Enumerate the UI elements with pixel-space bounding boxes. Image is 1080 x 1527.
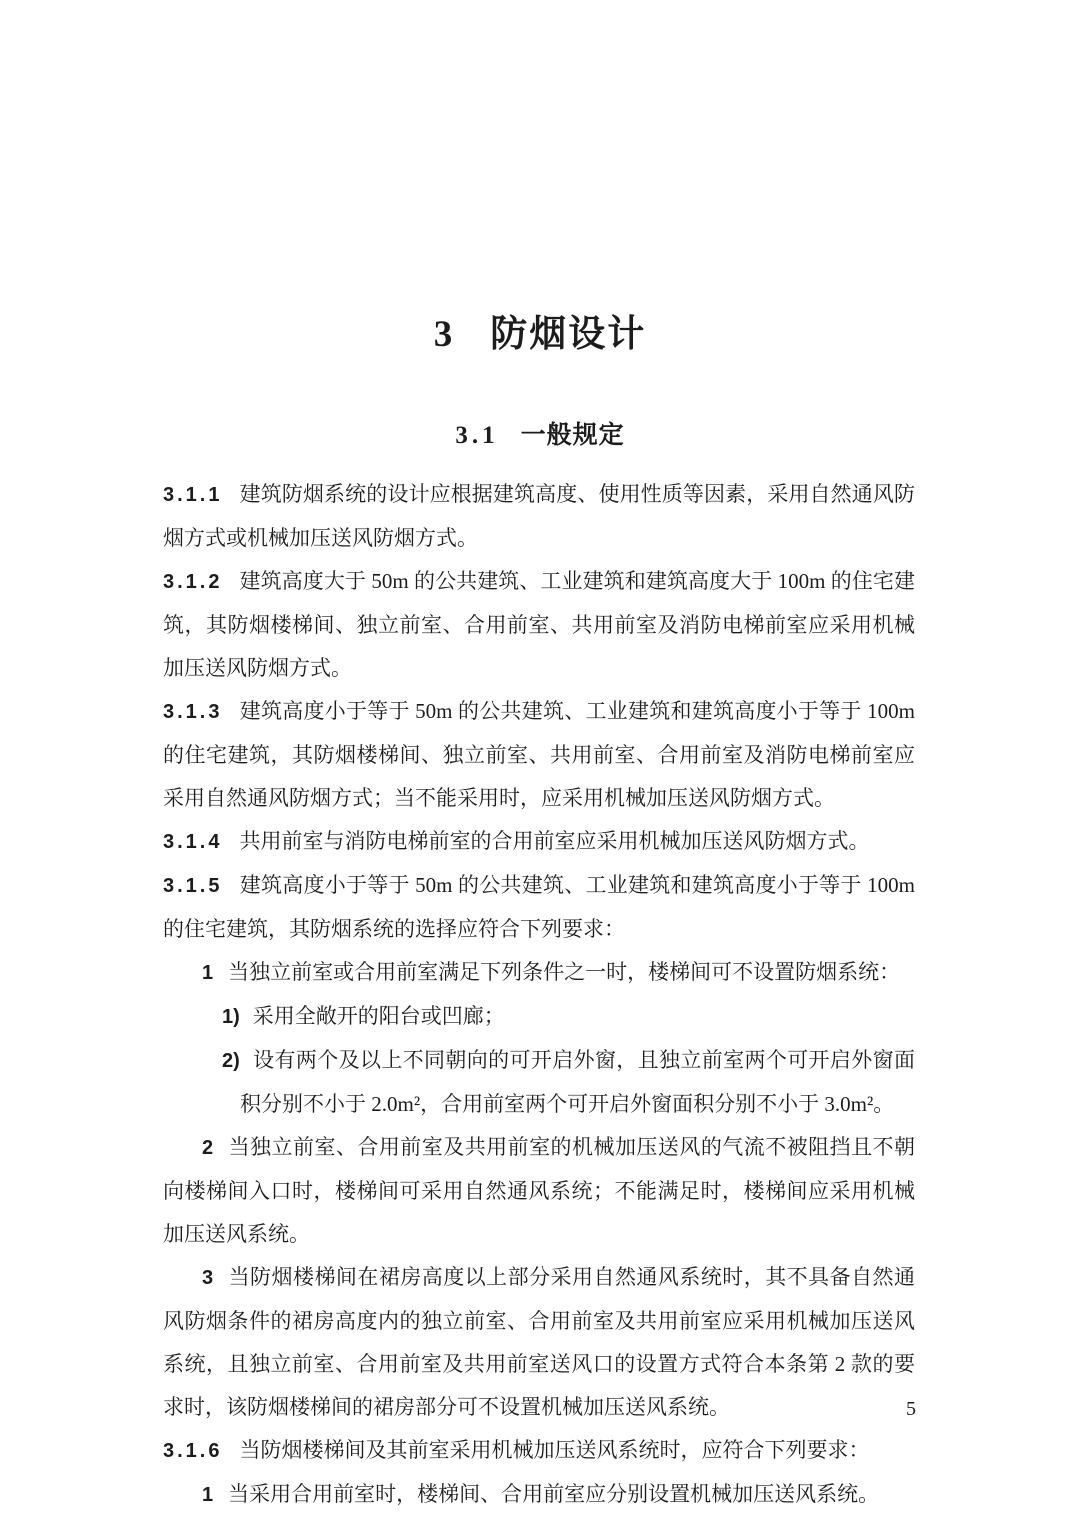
section-title: 一般规定 (520, 422, 625, 449)
section-heading (0, 421, 1080, 451)
clause-3-1-1 (163, 473, 915, 560)
clause-3-1-2 (163, 560, 915, 690)
item-number: 1 (202, 1484, 214, 1506)
clause-list (163, 473, 915, 1517)
chapter-title: 防烟设计 (490, 314, 647, 355)
clause-text: 建筑防烟系统的设计应根据建筑高度、使用性质等因素，采用自然通风防烟方式或机械加压送风防烟方式。 (163, 482, 915, 550)
clause-3-1-4 (163, 820, 915, 864)
clause-number: 3.1.5 (163, 875, 223, 897)
clause-3-1-5-item-2 (163, 1126, 915, 1256)
chapter-heading (0, 0, 1080, 359)
clause-text: 建筑高度大于 50m 的公共建筑、工业建筑和建筑高度大于 100m 的住宅建筑，其防烟楼梯间、独立前室、合用前室、共用前室及消防电梯前室应采用机械加压送风防烟方式。 (163, 569, 915, 680)
item-number: 1 (202, 962, 214, 984)
item-text: 当独立前室、合用前室及共用前室的机械加压送风的气流不被阻挡且不朝向楼梯间入口时，楼梯间可采用自然通风系统；不能满足时，楼梯间应采用机械加压送风系统。 (163, 1135, 915, 1246)
clause-text: 当防烟楼梯间及其前室采用机械加压送风系统时，应符合下列要求： (239, 1438, 870, 1462)
clause-3-1-5-item-1-sub-1 (163, 995, 915, 1039)
item-number: 2 (202, 1137, 214, 1159)
clause-number: 3.1.2 (163, 571, 223, 593)
subitem-text: 采用全敞开的阳台或凹廊； (252, 1004, 505, 1028)
page-number: 5 (906, 1398, 916, 1420)
clause-number: 3.1.3 (163, 701, 223, 723)
clause-3-1-6-item-1 (163, 1473, 915, 1517)
clause-number: 3.1.4 (163, 831, 223, 853)
clause-number: 3.1.6 (163, 1440, 223, 1462)
item-text: 当采用合用前室时，楼梯间、合用前室应分别设置机械加压送风系统。 (228, 1482, 880, 1506)
clause-3-1-3 (163, 690, 915, 820)
clause-text: 共用前室与消防电梯前室的合用前室应采用机械加压送风防烟方式。 (239, 829, 870, 853)
clause-text: 建筑高度小于等于 50m 的公共建筑、工业建筑和建筑高度小于等于 100m 的住宅建筑，其防烟楼梯间、独立前室、共用前室、合用前室及消防电梯前室应采用自然通风防烟方式；当不能采用时，应采用机械加压送风防烟方式。 (163, 699, 915, 810)
chapter-number: 3 (433, 314, 455, 355)
clause-3-1-5-item-1-sub-2 (163, 1039, 915, 1126)
clause-text: 建筑高度小于等于 50m 的公共建筑、工业建筑和建筑高度小于等于 100m 的住宅建筑，其防烟系统的选择应符合下列要求： (163, 873, 915, 941)
clause-3-1-5-item-3 (163, 1256, 915, 1429)
subitem-number: 2) (222, 1050, 240, 1072)
item-number: 3 (202, 1267, 214, 1289)
section-number: 3.1 (455, 422, 499, 449)
clause-3-1-5-item-1 (163, 951, 915, 995)
subitem-number: 1) (222, 1006, 240, 1028)
item-text: 当独立前室或合用前室满足下列条件之一时，楼梯间可不设置防烟系统： (228, 960, 901, 984)
clause-3-1-5 (163, 864, 915, 951)
subitem-text: 设有两个及以上不同朝向的可开启外窗，且独立前室两个可开启外窗面积分别不小于 2.0m²，合用前室两个可开启外窗面积分别不小于 3.0m²。 (240, 1048, 915, 1116)
item-text: 当防烟楼梯间在裙房高度以上部分采用自然通风系统时，其不具备自然通风防烟条件的裙房高度内的独立前室、合用前室及共用前室应采用机械加压送风系统，且独立前室、合用前室及共用前室送风口的设置方式符合本条第 2 款的要求时，该防烟楼梯间的裙房部分可不设置机械加压送风系统。 (163, 1265, 915, 1419)
clause-3-1-6 (163, 1429, 915, 1473)
clause-number: 3.1.1 (163, 484, 223, 506)
